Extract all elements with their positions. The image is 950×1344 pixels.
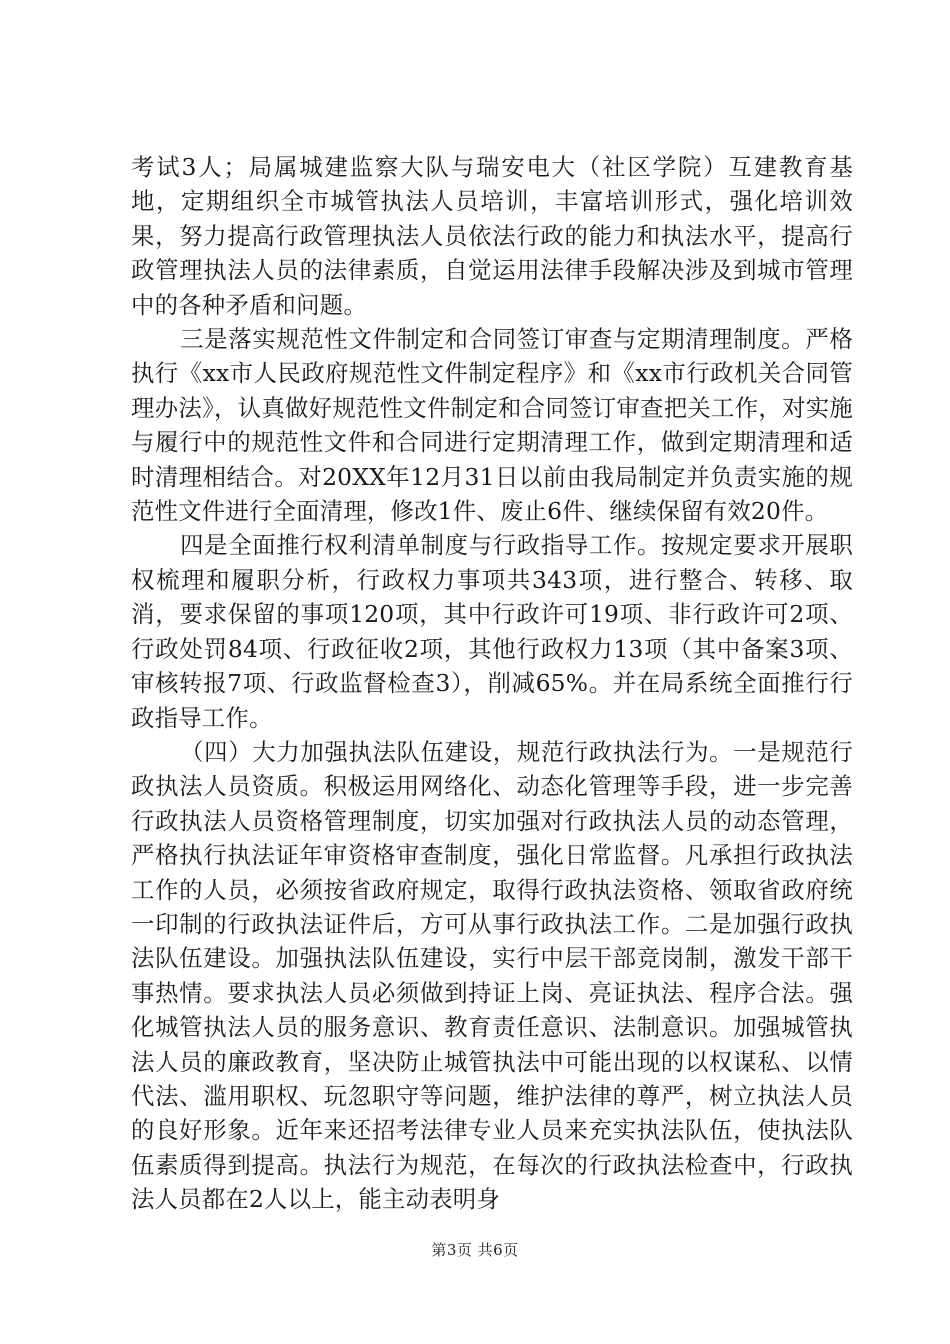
paragraph-enforcement-team: （四）大力加强执法队伍建设，规范行政执法行为。一是规范行政执法人员资质。积极运用网络化、动态化管理等手段，进一步完善行政执法人员资格管理制度，切实加强对行政执法人员的动态管理，严格执行执法证年审资格审查制度，强化日常监督。凡承担行政执法工作的人员，必须按省政府规定，取得行政执法资格、领取省政府统一印制的行政执法证件后，方可从事行政执法工作。二是加强行政执法队伍建设。加强执法队伍建设，实行中层干部竞岗制，激发干部干事热情。要求执法人员必须做到持证上岗、亮证执法、程序合法。强化城管执法人员的服务意识、教育责任意识、法制意识。加强城管执法人员的廉政教育，坚决防止城管执法中可能出现的以权谋私、以情代法、滥用职权、玩忽职守等问题，维护法律的尊严，树立执法人员的良好形象。近年来还招考法律专业人员来充实执法队伍，使执法队伍素质得到提高。执法行为规范，在每次的行政执法检查中，行政执法人员都在2人以上，能主动表明身 [131, 737, 853, 1214]
page-number-label: 第3页 共6页 [431, 1241, 519, 1259]
paragraph-power-list: 四是全面推行权利清单制度与行政指导工作。按规定要求开展职权梳理和履职分析，行政权力事项共343项，进行整合、转移、取消，要求保留的事项120项，其中行政许可19项、非行政许可2项、行政处罚84项、行政征收2项，其他行政权力13项（其中备案3项、审核转报7项、行政监督检查3），削减65%。并在局系统全面推行行政指导工作。 [131, 531, 853, 732]
page-footer [0, 1240, 950, 1260]
paragraph-training: 考试3人；局属城建监察大队与瑞安电大（社区学院）互建教育基地，定期组织全市城管执法人员培训，丰富培训形式，强化培训效果，努力提高行政管理执法人员依法行政的能力和执法水平，提高行政管理执法人员的法律素质，自觉运用法律手段解决涉及到城市管理中的各种矛盾和问题。 [131, 153, 853, 319]
document-body [131, 150, 853, 1217]
paragraph-normative-documents: 三是落实规范性文件制定和合同签订审查与定期清理制度。严格执行《xx市人民政府规范性文件制定程序》和《xx市行政机关合同管理办法》，认真做好规范性文件制定和合同签订审查把关工作，对实施与履行中的规范性文件和合同进行定期清理工作，做到定期清理和适时清理相结合。对20XX年12月31日以前由我局制定并负责实施的规范性文件进行全面清理，修改1件、废止6件、继续保留有效20件。 [131, 325, 853, 526]
